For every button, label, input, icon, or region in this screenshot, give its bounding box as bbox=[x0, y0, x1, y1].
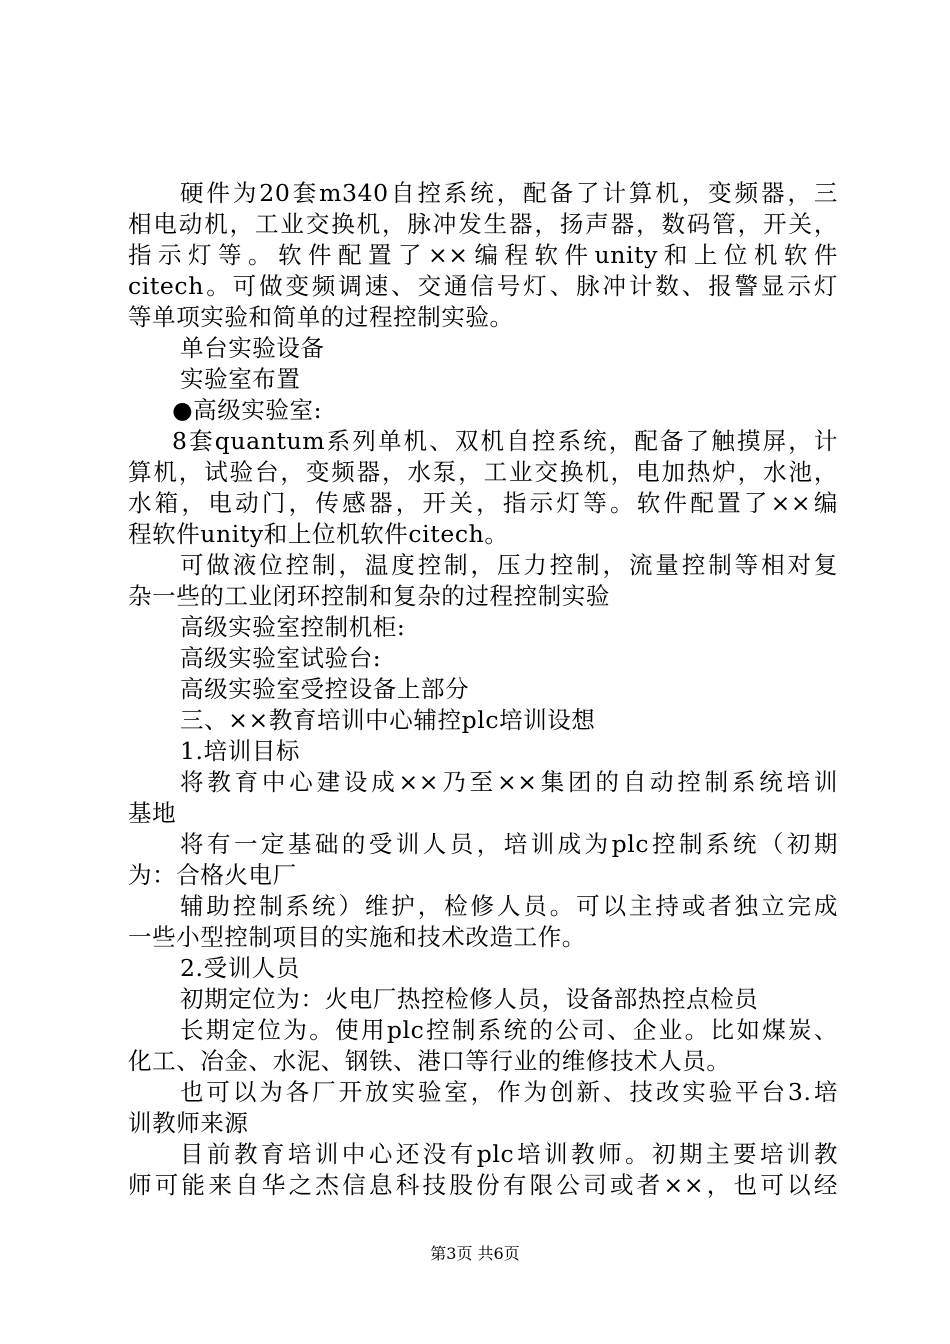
text-line: 化工、冶金、水泥、钢铁、港口等行业的维修技术人员。 bbox=[128, 1047, 731, 1075]
text-line: 将教育中心建设成××乃至××集团的自动控制系统培训 bbox=[180, 768, 838, 796]
text-line: 算机，试验台，变频器，水泵，工业交换机，电加热炉，水池， bbox=[128, 458, 838, 486]
text-line: 相电动机，工业交换机，脉冲发生器，扬声器，数码管，开关， bbox=[128, 210, 838, 238]
text-line: 辅助控制系统）维护，检修人员。可以主持或者独立完成 bbox=[180, 892, 838, 920]
text-line: 基地 bbox=[128, 799, 177, 827]
text-line: 2.受训人员 bbox=[180, 954, 301, 982]
text-line: 训教师来源 bbox=[128, 1109, 249, 1137]
text-line: 1.培训目标 bbox=[180, 737, 301, 765]
text-line: 三、××教育培训中心辅控plc培训设想 bbox=[180, 706, 596, 734]
text-line: 硬件为20套m340自控系统，配备了计算机，变频器，三 bbox=[180, 179, 838, 207]
text-line: 高级实验室控制机柜: bbox=[180, 613, 406, 641]
text-line: 目前教育培训中心还没有plc培训教师。初期主要培训教 bbox=[180, 1140, 838, 1168]
text-line: 单台实验设备 bbox=[180, 334, 325, 362]
text-line: 8套quantum系列单机、双机自控系统，配备了触摸屏，计 bbox=[172, 427, 838, 455]
text-line: 等单项实验和简单的过程控制实验。 bbox=[128, 303, 514, 331]
text-line: 将有一定基础的受训人员，培训成为plc控制系统（初期 bbox=[180, 830, 838, 858]
text-line: 也可以为各厂开放实验室，作为创新、技改实验平台3.培 bbox=[180, 1078, 838, 1106]
text-line: 实验室布置 bbox=[180, 365, 301, 393]
text-line: 高级实验室试验台: bbox=[180, 644, 382, 672]
page-number-footer: 第3页 共6页 bbox=[430, 1244, 520, 1263]
text-line: 高级实验室受控设备上部分 bbox=[180, 675, 470, 703]
text-line: 可做液位控制，温度控制，压力控制，流量控制等相对复 bbox=[180, 551, 838, 579]
text-line: 为：合格火电厂 bbox=[128, 861, 297, 889]
text-line: 水箱，电动门，传感器，开关，指示灯等。软件配置了××编 bbox=[128, 489, 838, 517]
text-line: 长期定位为。使用plc控制系统的公司、企业。比如煤炭、 bbox=[180, 1016, 838, 1044]
document-body bbox=[128, 178, 838, 1201]
text-line: ●高级实验室: bbox=[172, 396, 323, 424]
text-line: 师可能来自华之杰信息科技股份有限公司或者××，也可以经 bbox=[128, 1171, 838, 1199]
text-line: 一些小型控制项目的实施和技术改造工作。 bbox=[128, 923, 586, 951]
text-line: 程软件unity和上位机软件citech。 bbox=[128, 520, 509, 548]
text-line: 杂一些的工业闭环控制和复杂的过程控制实验 bbox=[128, 582, 610, 610]
text-line: citech。可做变频调速、交通信号灯、脉冲计数、报警显示灯 bbox=[128, 272, 838, 300]
text-line: 初期定位为：火电厂热控检修人员，设备部热控点检员 bbox=[180, 985, 759, 1013]
text-line: 指示灯等。软件配置了××编程软件unity和上位机软件 bbox=[128, 241, 838, 269]
